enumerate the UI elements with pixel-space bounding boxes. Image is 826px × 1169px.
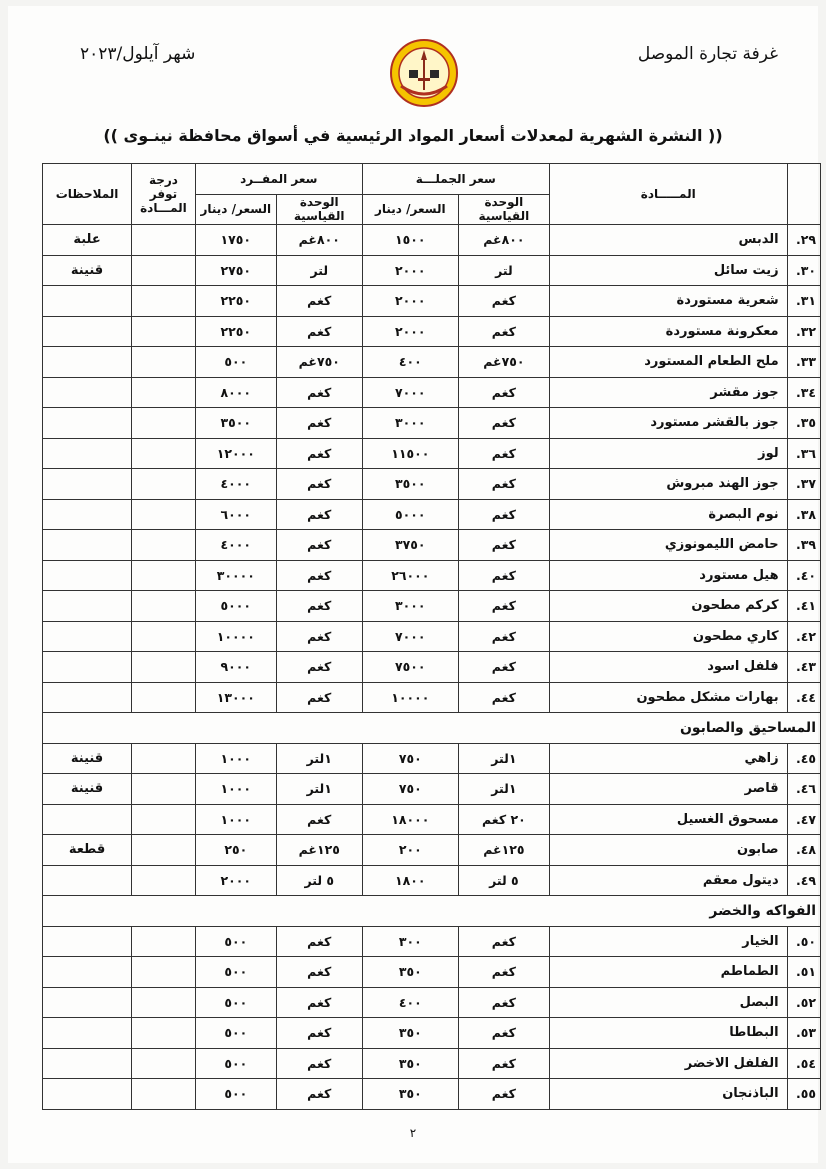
row-wholesale-price: ٣٠٠٠ bbox=[362, 408, 458, 439]
row-number: ٤٠. bbox=[787, 560, 820, 591]
row-wholesale-unit: كغم bbox=[458, 1079, 549, 1110]
row-number: ٣٨. bbox=[787, 499, 820, 530]
row-retail-price: ١٠٠٠٠ bbox=[195, 621, 276, 652]
row-number: ٣٩. bbox=[787, 530, 820, 561]
row-note: قنينة bbox=[43, 743, 132, 774]
row-note bbox=[43, 1018, 132, 1049]
row-wholesale-unit: ١لتر bbox=[458, 774, 549, 805]
row-number: ٤٤. bbox=[787, 682, 820, 713]
row-wholesale-price: ٢٦٠٠٠ bbox=[362, 560, 458, 591]
row-availability bbox=[132, 530, 196, 561]
row-wholesale-unit: كغم bbox=[458, 286, 549, 317]
row-wholesale-price: ٧٥٠ bbox=[362, 774, 458, 805]
row-wholesale-unit: كغم bbox=[458, 591, 549, 622]
row-retail-price: ٢٠٠٠ bbox=[195, 865, 276, 896]
row-number: ٥٠. bbox=[787, 926, 820, 957]
row-number: ٣٢. bbox=[787, 316, 820, 347]
row-retail-price: ٥٠٠ bbox=[195, 1048, 276, 1079]
header-retail: سعر المفــرد bbox=[195, 164, 362, 195]
header-wholesale-unit: الوحدة القياسية bbox=[458, 194, 549, 225]
row-wholesale-price: ٢٠٠٠ bbox=[362, 255, 458, 286]
row-material-name: فلفل اسود bbox=[549, 652, 787, 683]
page-number: ٢ bbox=[409, 1126, 417, 1140]
price-table-body bbox=[43, 225, 821, 1110]
section-header-row bbox=[43, 896, 821, 927]
row-material-name: الطماطم bbox=[549, 957, 787, 988]
row-number: ٤٥. bbox=[787, 743, 820, 774]
row-note bbox=[43, 957, 132, 988]
row-number: ٣٤. bbox=[787, 377, 820, 408]
row-wholesale-unit: لتر bbox=[458, 255, 549, 286]
row-wholesale-unit: كغم bbox=[458, 987, 549, 1018]
row-availability bbox=[132, 469, 196, 500]
row-material-name: مسحوق الغسيل bbox=[549, 804, 787, 835]
row-material-name: قاصر bbox=[549, 774, 787, 805]
row-retail-price: ٣٠٠٠٠ bbox=[195, 560, 276, 591]
row-note bbox=[43, 1079, 132, 1110]
row-wholesale-unit: كغم bbox=[458, 621, 549, 652]
table-row bbox=[43, 377, 821, 408]
row-material-name: هيل مستورد bbox=[549, 560, 787, 591]
row-retail-unit: كغم bbox=[276, 652, 362, 683]
table-row bbox=[43, 774, 821, 805]
row-retail-unit: ٥ لتر bbox=[276, 865, 362, 896]
table-row bbox=[43, 621, 821, 652]
row-availability bbox=[132, 987, 196, 1018]
row-availability bbox=[132, 225, 196, 256]
row-wholesale-price: ١٥٠٠ bbox=[362, 225, 458, 256]
row-note bbox=[43, 499, 132, 530]
row-wholesale-unit: كغم bbox=[458, 1048, 549, 1079]
row-material-name: زاهي bbox=[549, 743, 787, 774]
row-wholesale-price: ٣٥٠ bbox=[362, 1079, 458, 1110]
row-retail-price: ٥٠٠ bbox=[195, 987, 276, 1018]
row-note bbox=[43, 987, 132, 1018]
row-retail-unit: لتر bbox=[276, 255, 362, 286]
row-note bbox=[43, 682, 132, 713]
row-wholesale-unit: كغم bbox=[458, 469, 549, 500]
row-retail-price: ١٠٠٠ bbox=[195, 804, 276, 835]
row-wholesale-price: ٢٠٠ bbox=[362, 835, 458, 866]
row-retail-price: ١٠٠٠ bbox=[195, 743, 276, 774]
row-wholesale-price: ٤٠٠ bbox=[362, 987, 458, 1018]
row-note bbox=[43, 347, 132, 378]
table-row bbox=[43, 865, 821, 896]
row-availability bbox=[132, 255, 196, 286]
row-material-name: صابون bbox=[549, 835, 787, 866]
header-notes: الملاحظات bbox=[43, 164, 132, 225]
price-table bbox=[42, 163, 821, 1110]
row-number: ٤٦. bbox=[787, 774, 820, 805]
row-retail-price: ٢٥٠ bbox=[195, 835, 276, 866]
row-availability bbox=[132, 835, 196, 866]
row-wholesale-unit: ٨٠٠غم bbox=[458, 225, 549, 256]
header-number bbox=[787, 164, 820, 225]
row-retail-price: ٥٠٠ bbox=[195, 1018, 276, 1049]
row-availability bbox=[132, 286, 196, 317]
row-retail-price: ٩٠٠٠ bbox=[195, 652, 276, 683]
row-material-name: الخيار bbox=[549, 926, 787, 957]
row-retail-price: ٢٢٥٠ bbox=[195, 316, 276, 347]
row-material-name: جوز بالقشر مستورد bbox=[549, 408, 787, 439]
row-material-name: حامض الليمونوزي bbox=[549, 530, 787, 561]
row-wholesale-price: ٧٥٠٠ bbox=[362, 652, 458, 683]
row-wholesale-price: ٣٥٠ bbox=[362, 1018, 458, 1049]
header-retail-unit: الوحدة القياسية bbox=[276, 194, 362, 225]
row-retail-price: ٥٠٠ bbox=[195, 1079, 276, 1110]
row-material-name: البصل bbox=[549, 987, 787, 1018]
row-wholesale-unit: كغم bbox=[458, 316, 549, 347]
row-number: ٢٩. bbox=[787, 225, 820, 256]
row-availability bbox=[132, 316, 196, 347]
row-note bbox=[43, 1048, 132, 1079]
row-availability bbox=[132, 438, 196, 469]
table-row bbox=[43, 652, 821, 683]
row-wholesale-price: ٧٠٠٠ bbox=[362, 377, 458, 408]
row-wholesale-unit: كغم bbox=[458, 530, 549, 561]
row-wholesale-price: ٥٠٠٠ bbox=[362, 499, 458, 530]
row-material-name: شعرية مستوردة bbox=[549, 286, 787, 317]
row-note: علبة bbox=[43, 225, 132, 256]
row-number: ٤٨. bbox=[787, 835, 820, 866]
row-wholesale-price: ٢٠٠٠ bbox=[362, 316, 458, 347]
row-availability bbox=[132, 865, 196, 896]
row-wholesale-price: ١١٥٠٠ bbox=[362, 438, 458, 469]
row-wholesale-unit: ١٢٥غم bbox=[458, 835, 549, 866]
row-number: ٤٢. bbox=[787, 621, 820, 652]
table-row bbox=[43, 926, 821, 957]
table-row bbox=[43, 530, 821, 561]
row-note bbox=[43, 377, 132, 408]
row-wholesale-price: ١٨٠٠ bbox=[362, 865, 458, 896]
table-row bbox=[43, 1079, 821, 1110]
row-wholesale-price: ٣٥٠ bbox=[362, 1048, 458, 1079]
row-note bbox=[43, 652, 132, 683]
row-wholesale-price: ١٨٠٠٠ bbox=[362, 804, 458, 835]
row-number: ٥٣. bbox=[787, 1018, 820, 1049]
row-retail-unit: كغم bbox=[276, 530, 362, 561]
row-wholesale-price: ٢٠٠٠ bbox=[362, 286, 458, 317]
row-retail-price: ٤٠٠٠ bbox=[195, 530, 276, 561]
row-availability bbox=[132, 652, 196, 683]
row-number: ٣٠. bbox=[787, 255, 820, 286]
row-number: ٥١. bbox=[787, 957, 820, 988]
row-note: قنينة bbox=[43, 255, 132, 286]
row-retail-unit: كغم bbox=[276, 316, 362, 347]
row-availability bbox=[132, 1018, 196, 1049]
table-row bbox=[43, 438, 821, 469]
table-row bbox=[43, 987, 821, 1018]
row-retail-unit: كغم bbox=[276, 591, 362, 622]
row-availability bbox=[132, 347, 196, 378]
table-row bbox=[43, 408, 821, 439]
table-row bbox=[43, 499, 821, 530]
table-row bbox=[43, 1048, 821, 1079]
row-wholesale-price: ٣٠٠٠ bbox=[362, 591, 458, 622]
row-note bbox=[43, 530, 132, 561]
row-material-name: البطاطا bbox=[549, 1018, 787, 1049]
row-wholesale-unit: ٢٠ كغم bbox=[458, 804, 549, 835]
section-title: الفواكه والخضر bbox=[43, 896, 821, 927]
row-note bbox=[43, 469, 132, 500]
row-retail-price: ٦٠٠٠ bbox=[195, 499, 276, 530]
table-row bbox=[43, 225, 821, 256]
row-material-name: جوز الهند مبروش bbox=[549, 469, 787, 500]
row-retail-unit: كغم bbox=[276, 286, 362, 317]
row-wholesale-unit: كغم bbox=[458, 408, 549, 439]
row-retail-unit: كغم bbox=[276, 804, 362, 835]
row-material-name: الفلفل الاخضر bbox=[549, 1048, 787, 1079]
row-note bbox=[43, 560, 132, 591]
row-wholesale-price: ١٠٠٠٠ bbox=[362, 682, 458, 713]
table-row bbox=[43, 1018, 821, 1049]
row-wholesale-unit: كغم bbox=[458, 499, 549, 530]
row-number: ٣٥. bbox=[787, 408, 820, 439]
row-note bbox=[43, 316, 132, 347]
row-availability bbox=[132, 743, 196, 774]
row-wholesale-unit: ٧٥٠غم bbox=[458, 347, 549, 378]
row-retail-unit: كغم bbox=[276, 377, 362, 408]
row-retail-unit: كغم bbox=[276, 438, 362, 469]
row-note bbox=[43, 591, 132, 622]
row-number: ٣٣. bbox=[787, 347, 820, 378]
header-wholesale-price: السعر/ دينار bbox=[362, 194, 458, 225]
row-number: ٥٤. bbox=[787, 1048, 820, 1079]
row-retail-price: ١٢٠٠٠ bbox=[195, 438, 276, 469]
row-retail-unit: كغم bbox=[276, 926, 362, 957]
row-wholesale-price: ٣٠٠ bbox=[362, 926, 458, 957]
row-retail-price: ٥٠٠ bbox=[195, 926, 276, 957]
row-retail-price: ٥٠٠ bbox=[195, 347, 276, 378]
row-retail-price: ٣٥٠٠ bbox=[195, 408, 276, 439]
row-note bbox=[43, 621, 132, 652]
row-material-name: الباذنجان bbox=[549, 1079, 787, 1110]
row-material-name: الدبس bbox=[549, 225, 787, 256]
row-retail-unit: ٨٠٠غم bbox=[276, 225, 362, 256]
row-material-name: ملح الطعام المستورد bbox=[549, 347, 787, 378]
section-header-row bbox=[43, 713, 821, 744]
row-material-name: نوم البصرة bbox=[549, 499, 787, 530]
row-note bbox=[43, 286, 132, 317]
row-wholesale-unit: كغم bbox=[458, 682, 549, 713]
table-row bbox=[43, 347, 821, 378]
row-wholesale-unit: كغم bbox=[458, 377, 549, 408]
row-retail-price: ١٠٠٠ bbox=[195, 774, 276, 805]
row-wholesale-unit: كغم bbox=[458, 957, 549, 988]
row-availability bbox=[132, 591, 196, 622]
organization-name: غرفة تجارة الموصل bbox=[637, 44, 778, 64]
row-wholesale-price: ٣٧٥٠ bbox=[362, 530, 458, 561]
row-note bbox=[43, 926, 132, 957]
header-material: المـــــادة bbox=[549, 164, 787, 225]
row-retail-price: ١٧٥٠ bbox=[195, 225, 276, 256]
row-availability bbox=[132, 499, 196, 530]
row-retail-price: ٨٠٠٠ bbox=[195, 377, 276, 408]
row-availability bbox=[132, 1048, 196, 1079]
row-wholesale-price: ٧٠٠٠ bbox=[362, 621, 458, 652]
row-availability bbox=[132, 957, 196, 988]
row-number: ٤٩. bbox=[787, 865, 820, 896]
table-row bbox=[43, 743, 821, 774]
row-availability bbox=[132, 774, 196, 805]
row-retail-unit: ١لتر bbox=[276, 743, 362, 774]
bulletin-title: (( النشرة الشهرية لمعدلات أسعار المواد الرئيسية في أسواق محافظة نينـوى )) bbox=[103, 126, 723, 145]
row-note bbox=[43, 408, 132, 439]
row-availability bbox=[132, 621, 196, 652]
table-row bbox=[43, 469, 821, 500]
row-wholesale-price: ٧٥٠ bbox=[362, 743, 458, 774]
row-material-name: كاري مطحون bbox=[549, 621, 787, 652]
row-material-name: زيت سائل bbox=[549, 255, 787, 286]
row-retail-unit: كغم bbox=[276, 1048, 362, 1079]
row-wholesale-price: ٣٥٠ bbox=[362, 957, 458, 988]
row-availability bbox=[132, 1079, 196, 1110]
row-note bbox=[43, 438, 132, 469]
table-row bbox=[43, 682, 821, 713]
row-wholesale-unit: ٥ لتر bbox=[458, 865, 549, 896]
row-retail-price: ٢٢٥٠ bbox=[195, 286, 276, 317]
row-wholesale-unit: ١لتر bbox=[458, 743, 549, 774]
table-row bbox=[43, 957, 821, 988]
row-retail-price: ٢٧٥٠ bbox=[195, 255, 276, 286]
row-retail-unit: ٧٥٠غم bbox=[276, 347, 362, 378]
table-row bbox=[43, 286, 821, 317]
row-number: ٣٧. bbox=[787, 469, 820, 500]
row-wholesale-price: ٤٠٠ bbox=[362, 347, 458, 378]
chamber-logo-icon bbox=[389, 38, 459, 108]
row-availability bbox=[132, 560, 196, 591]
row-retail-price: ٥٠٠٠ bbox=[195, 591, 276, 622]
row-wholesale-unit: كغم bbox=[458, 1018, 549, 1049]
row-material-name: جوز مقشر bbox=[549, 377, 787, 408]
table-row bbox=[43, 804, 821, 835]
row-retail-unit: كغم bbox=[276, 1018, 362, 1049]
table-row bbox=[43, 560, 821, 591]
row-retail-price: ٥٠٠ bbox=[195, 957, 276, 988]
header-availability: درجة توفر المـــادة bbox=[132, 164, 196, 225]
row-note: قطعة bbox=[43, 835, 132, 866]
row-wholesale-unit: كغم bbox=[458, 652, 549, 683]
row-material-name: بهارات مشكل مطحون bbox=[549, 682, 787, 713]
row-material-name: لوز bbox=[549, 438, 787, 469]
row-availability bbox=[132, 408, 196, 439]
row-retail-unit: ١لتر bbox=[276, 774, 362, 805]
row-retail-price: ٤٠٠٠ bbox=[195, 469, 276, 500]
table-row bbox=[43, 316, 821, 347]
row-retail-unit: كغم bbox=[276, 469, 362, 500]
row-retail-unit: كغم bbox=[276, 987, 362, 1018]
section-title: المساحيق والصابون bbox=[43, 713, 821, 744]
row-material-name: معكرونة مستوردة bbox=[549, 316, 787, 347]
table-row bbox=[43, 255, 821, 286]
row-wholesale-unit: كغم bbox=[458, 438, 549, 469]
row-availability bbox=[132, 682, 196, 713]
header-retail-price: السعر/ دينار bbox=[195, 194, 276, 225]
row-retail-unit: كغم bbox=[276, 957, 362, 988]
row-material-name: ديتول معقم bbox=[549, 865, 787, 896]
row-material-name: كركم مطحون bbox=[549, 591, 787, 622]
table-row bbox=[43, 835, 821, 866]
row-note: قنينة bbox=[43, 774, 132, 805]
table-row bbox=[43, 591, 821, 622]
bulletin-month: شهر آيلول/٢٠٢٣ bbox=[80, 44, 196, 64]
row-retail-unit: كغم bbox=[276, 499, 362, 530]
row-retail-unit: كغم bbox=[276, 621, 362, 652]
row-availability bbox=[132, 804, 196, 835]
row-retail-unit: كغم bbox=[276, 560, 362, 591]
row-wholesale-unit: كغم bbox=[458, 926, 549, 957]
row-retail-unit: كغم bbox=[276, 408, 362, 439]
row-retail-unit: كغم bbox=[276, 682, 362, 713]
row-number: ٤١. bbox=[787, 591, 820, 622]
row-wholesale-unit: كغم bbox=[458, 560, 549, 591]
row-note bbox=[43, 804, 132, 835]
header-wholesale: سعر الجملـــة bbox=[362, 164, 549, 195]
row-number: ٥٥. bbox=[787, 1079, 820, 1110]
row-number: ٥٢. bbox=[787, 987, 820, 1018]
row-retail-unit: ١٢٥غم bbox=[276, 835, 362, 866]
row-wholesale-price: ٣٥٠٠ bbox=[362, 469, 458, 500]
row-number: ٤٣. bbox=[787, 652, 820, 683]
row-number: ٤٧. bbox=[787, 804, 820, 835]
row-availability bbox=[132, 377, 196, 408]
row-availability bbox=[132, 926, 196, 957]
row-number: ٣٦. bbox=[787, 438, 820, 469]
row-retail-price: ١٣٠٠٠ bbox=[195, 682, 276, 713]
row-number: ٣١. bbox=[787, 286, 820, 317]
row-note bbox=[43, 865, 132, 896]
row-retail-unit: كغم bbox=[276, 1079, 362, 1110]
